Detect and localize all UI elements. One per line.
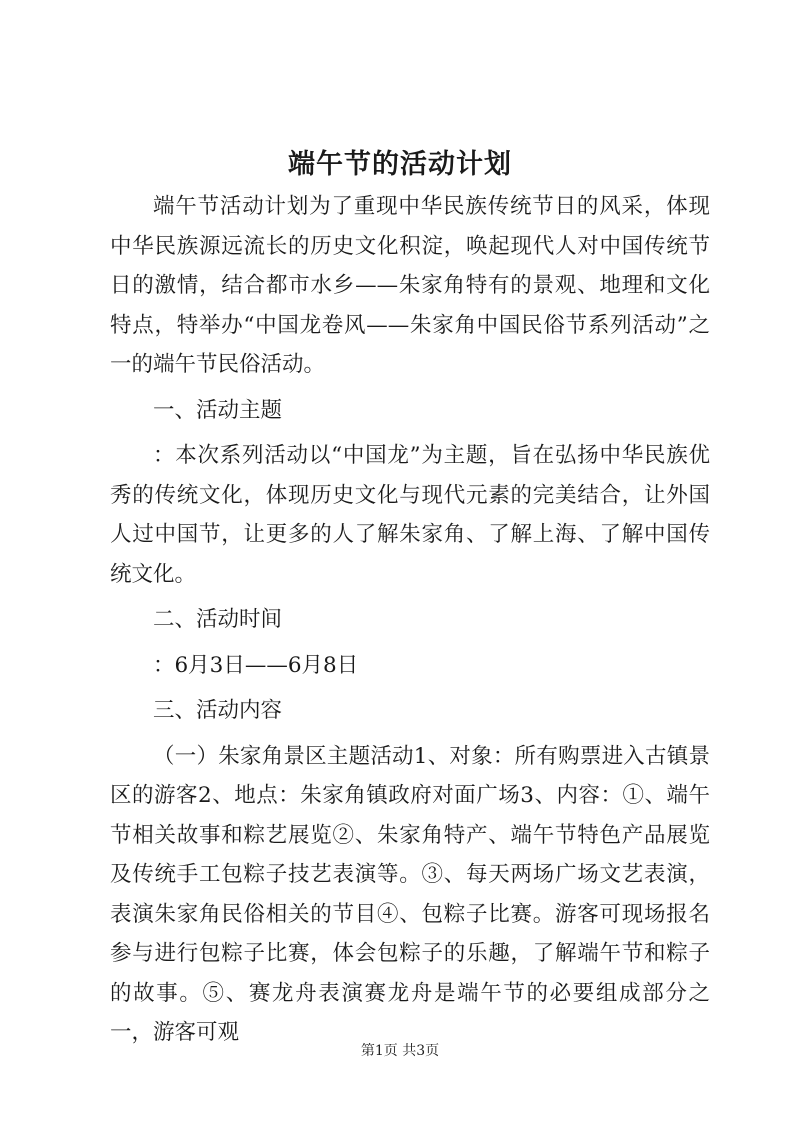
theme-paragraph: ：本次系列活动以“中国龙”为主题，旨在弘扬中华民族优秀的传统文化，体现历史文化与现代元素的完美结合，让外国人过中国节，让更多的人了解朱家角、了解上海、了解中国传统文化。 (110, 443, 710, 587)
document-body (110, 187, 710, 1053)
section-heading-time: 二、活动时间 (153, 607, 283, 632)
time-paragraph: ：6月3日——6月8日 (153, 652, 359, 678)
content-paragraph: （一）朱家角景区主题活动1、对象：所有购票进入古镇景区的游客2、地点：朱家角镇政府对面广场3、内容：①、端午节相关故事和粽艺展览②、朱家角特产、端午节特色产品展览及传统手工包粽子技艺表演等。③、每天两场广场文艺表演，表演朱家角民俗相关的节目④、包粽子比赛。游客可现场报名参与进行包粽子比赛，体会包粽子的乐趣，了解端午节和粽子的故事。⑤、赛龙舟表演赛龙舟是端午节的必要组成部分之一，游客可观 (110, 743, 710, 1045)
section-heading-content: 三、活动内容 (153, 698, 283, 723)
page-number-footer: 第1页 共3页 (360, 1043, 440, 1059)
document-title: 端午节的活动计划 (288, 149, 512, 180)
intro-paragraph: 端午节活动计划为了重现中华民族传统节日的风采，体现中华民族源远流长的历史文化积淀，唤起现代人对中国传统节日的激情，结合都市水乡——朱家角特有的景观、地理和文化特点，特举办“中国龙卷风——朱家角中国民俗节系列活动”之一的端午节民俗活动。 (110, 194, 710, 377)
section-heading-theme: 一、活动主题 (153, 397, 283, 423)
